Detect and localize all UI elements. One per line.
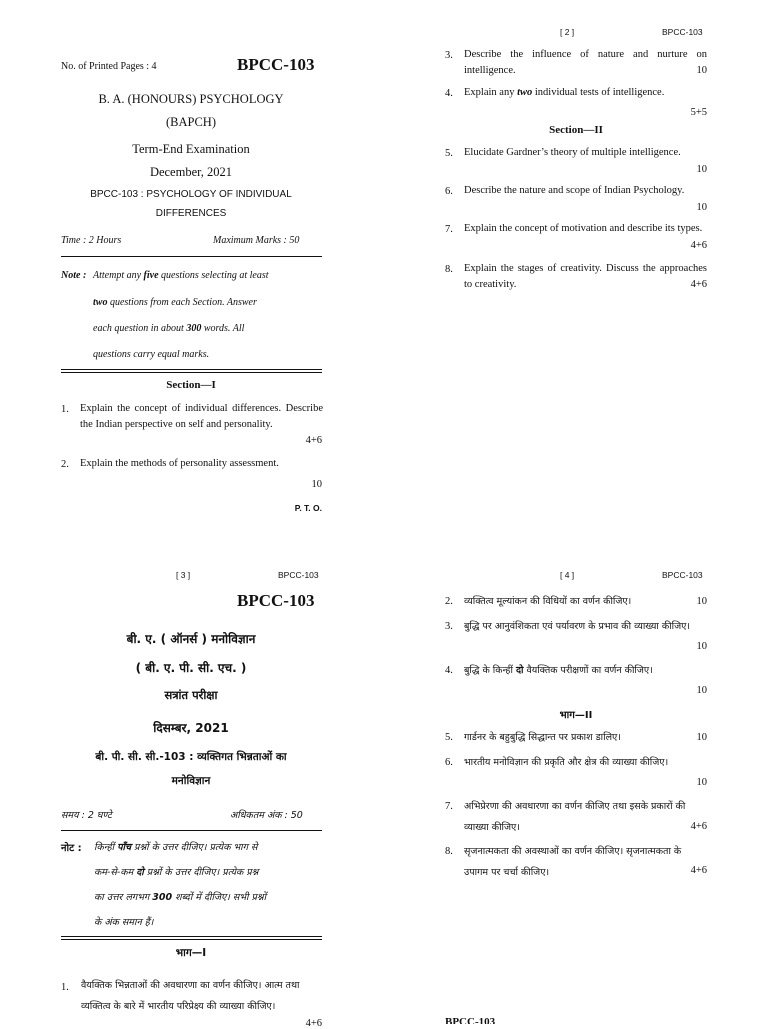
programme-code: ( बी. ए. पी. सी. एच. ): [135, 661, 247, 675]
time-allowed: Time : 2 Hours: [61, 235, 122, 246]
paper-code: BPCC-103: [237, 591, 315, 610]
question-marks: 10: [696, 685, 707, 696]
question-text: सृजनात्मकता की अवस्थाओं का वर्णन कीजिए। सृजनात्मकता के उपागम पर चर्चा कीजिए।: [464, 846, 682, 878]
note-line-1: किन्हीं पाँच प्रश्नों के उत्तर दीजिए। प्रत्येक भाग से: [94, 842, 258, 853]
question-number: 2.: [445, 596, 453, 607]
maximum-marks: अधिकतम अंक : 50: [230, 810, 303, 821]
question-number: 7.: [445, 224, 453, 235]
question-marks: 10: [311, 479, 322, 490]
divider: [61, 830, 322, 831]
section-heading: भाग—I: [175, 947, 207, 959]
section-heading: Section—II: [549, 124, 603, 136]
question-text: Explain the methods of personality assessment.: [80, 458, 279, 469]
question-marks: 10: [696, 202, 707, 213]
section-heading: Section—I: [166, 379, 216, 391]
divider: [61, 372, 322, 373]
question-number: 1.: [61, 404, 69, 415]
question-number: 1.: [61, 982, 69, 993]
question-marks: 10: [696, 641, 707, 652]
page-number: [ 4 ]: [560, 570, 575, 580]
question-marks: 4+6: [690, 865, 707, 876]
question-text: Describe the influence of nature and nurture on intelligence.: [464, 49, 707, 76]
divider: [61, 936, 322, 937]
question-text: Explain the stages of creativity. Discuss the approaches to creativity.: [464, 263, 707, 290]
question-marks: 10: [696, 777, 707, 788]
question-number: 2.: [61, 459, 69, 470]
programme-title: B. A. (HONOURS) PSYCHOLOGY: [98, 92, 284, 106]
note-line-2: two questions from each Section. Answer: [93, 297, 257, 308]
pto-label: P. T. O.: [294, 503, 322, 513]
programme-title: बी. ए. ( ऑनर्स ) मनोविज्ञान: [126, 632, 256, 646]
question-text: वैयक्तिक भिन्नताओं की अवधारणा का वर्णन कीजिए। आत्म तथा व्यक्तित्व के बारे में भारतीय परिप्रेक्ष्य की व्याख्या कीजिए।: [81, 980, 300, 1012]
question-number: 5.: [445, 732, 453, 743]
maximum-marks: Maximum Marks : 50: [213, 235, 300, 246]
note-line-3: each question in about 300 words. All: [93, 323, 245, 334]
question-number: 5.: [445, 148, 453, 159]
question-marks: 4+6: [305, 435, 322, 446]
note-line-4: questions carry equal marks.: [93, 349, 210, 360]
footer-code: BPCC-103: [445, 1016, 496, 1024]
question-text: Explain the concept of individual differences. Describe the Indian perspective on self and personality.: [80, 403, 323, 430]
question-number: 6.: [445, 186, 453, 197]
question-marks: 4+6: [690, 240, 707, 251]
question-text: Elucidate Gardner’s theory of multiple intelligence.: [464, 147, 681, 158]
paper-code: BPCC-103: [237, 55, 315, 74]
course-title-line1: BPCC-103 : PSYCHOLOGY OF INDIVIDUAL: [90, 189, 292, 200]
question-text: Describe the nature and scope of Indian Psychology.: [464, 185, 685, 196]
question-marks: 10: [696, 164, 707, 175]
course-title-line1: बी. पी. सी. सी.-103 : व्यक्तिगत भिन्नताओं का: [95, 751, 287, 763]
exam-date: दिसम्बर, 2021: [153, 721, 229, 735]
question-number: 4.: [445, 665, 453, 676]
question-number: 3.: [445, 50, 453, 61]
question-number: 8.: [445, 846, 453, 857]
question-marks: 10: [696, 732, 707, 743]
question-text: भारतीय मनोविज्ञान की प्रकृति और क्षेत्र की व्याख्या कीजिए।: [464, 757, 669, 768]
question-marks: 4+6: [305, 1018, 322, 1029]
note-line-1: Attempt any five questions selecting at least: [93, 270, 269, 281]
exam-title: Term-End Examination: [132, 142, 250, 156]
course-title-line2: मनोविज्ञान: [171, 775, 211, 787]
question-text: Explain the concept of motivation and describe its types.: [464, 223, 703, 234]
question-text: बुद्धि पर आनुवंशिकता एवं पर्यावरण के प्रभाव की व्याख्या कीजिए।: [464, 621, 690, 632]
question-marks: 5+5: [690, 107, 707, 118]
section-heading: भाग—II: [559, 710, 593, 721]
question-number: 3.: [445, 621, 453, 632]
header-code: BPCC-103: [662, 27, 703, 37]
exam-date: December, 2021: [149, 165, 233, 179]
note-label: Note :: [61, 270, 87, 281]
question-text: बुद्धि के किन्हीं दो वैयक्तिक परीक्षणों का वर्णन कीजिए।: [464, 665, 653, 676]
note-line-3: का उत्तर लगभग 300 शब्दों में दीजिए। सभी प्रश्नों: [94, 892, 267, 903]
time-allowed: समय : 2 घण्टे: [61, 810, 112, 821]
question-marks: 10: [696, 65, 707, 76]
divider: [61, 369, 322, 370]
question-marks: 4+6: [690, 279, 707, 290]
question-text: व्यक्तित्व मूल्यांकन की विधियों का वर्णन कीजिए।: [464, 596, 632, 607]
question-number: 4.: [445, 88, 453, 99]
divider: [61, 256, 322, 257]
question-marks: 4+6: [690, 821, 707, 832]
question-number: 6.: [445, 757, 453, 768]
course-title-line2: DIFFERENCES: [155, 208, 227, 219]
page-number: [ 2 ]: [560, 27, 575, 37]
question-marks: 10: [696, 596, 707, 607]
header-code: BPCC-103: [278, 570, 319, 580]
question-text: Explain any two individual tests of intelligence.: [464, 87, 665, 98]
page-number: [ 3 ]: [176, 570, 191, 580]
question-text: गार्डनर के बहुबुद्धि सिद्धान्त पर प्रकाश डालिए।: [464, 732, 621, 743]
note-label: नोट :: [61, 843, 82, 854]
note-line-2: कम-से-कम दो प्रश्नों के उत्तर दीजिए। प्रत्येक प्रश्न: [94, 867, 259, 878]
programme-code: (BAPCH): [165, 115, 216, 129]
printed-pages: No. of Printed Pages : 4: [61, 61, 157, 72]
note-line-4: के अंक समान हैं।: [94, 917, 154, 928]
question-number: 8.: [445, 264, 453, 275]
question-text: अभिप्रेरणा की अवधारणा का वर्णन कीजिए तथा इसके प्रकारों की व्याख्या कीजिए।: [464, 801, 686, 833]
divider: [61, 939, 322, 940]
question-number: 7.: [445, 801, 453, 812]
header-code: BPCC-103: [662, 570, 703, 580]
exam-title: सत्रांत परीक्षा: [164, 688, 218, 702]
